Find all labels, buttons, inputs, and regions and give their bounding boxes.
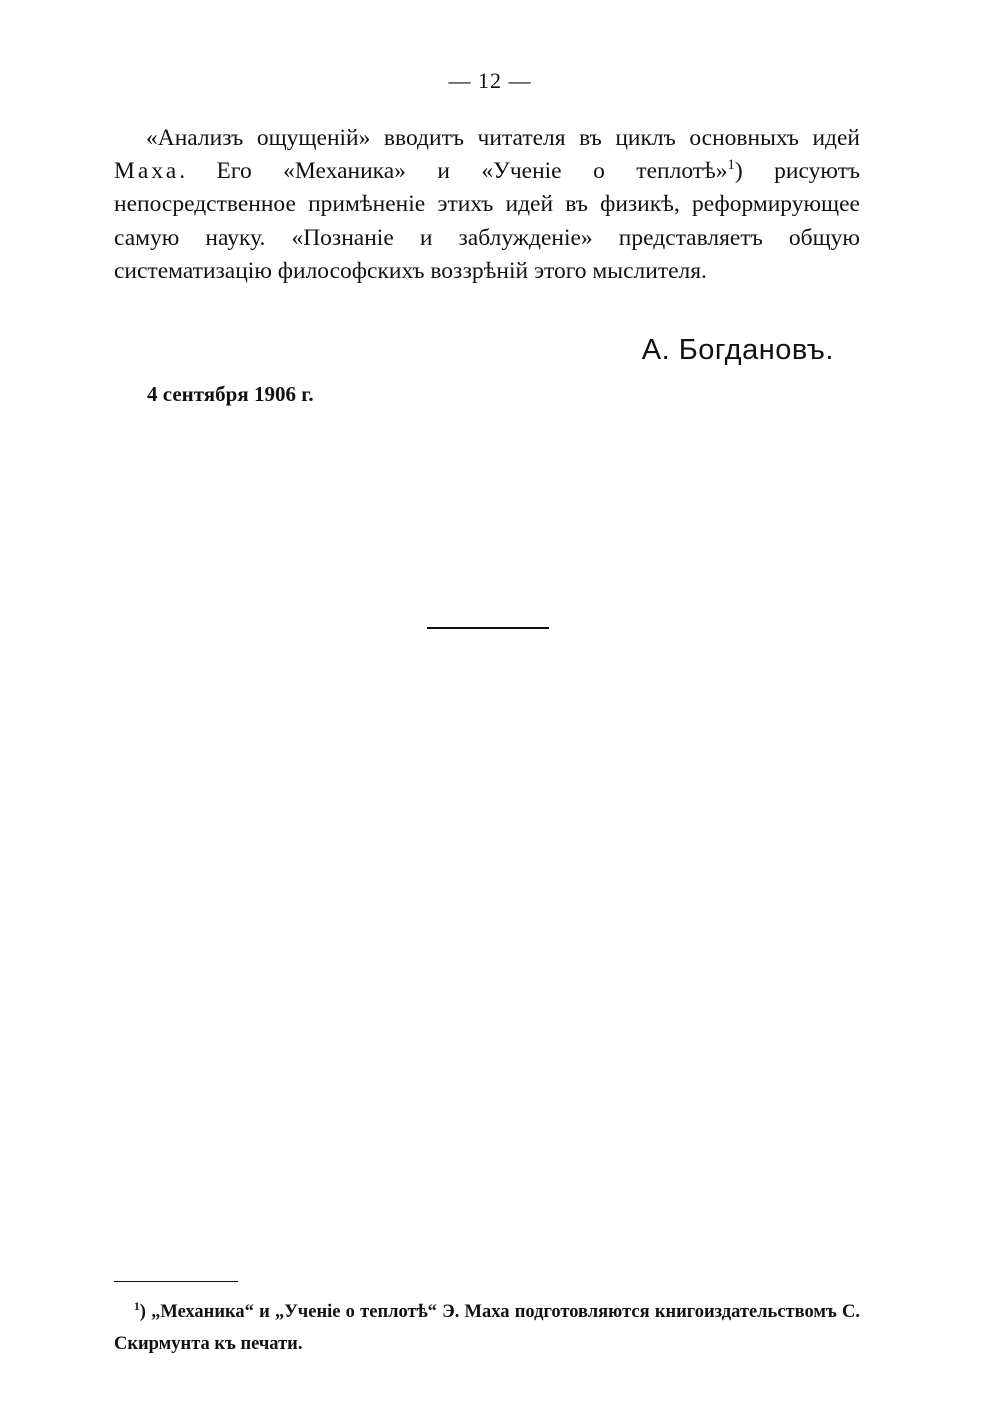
paragraph-part-2: . Его «Механика» и «Ученіе о теплотѣ» — [179, 158, 728, 185]
footnote-marker: 1 — [134, 1300, 140, 1313]
main-paragraph — [114, 122, 860, 288]
footnote — [114, 1296, 860, 1360]
body-text — [114, 122, 860, 288]
section-divider — [427, 627, 549, 629]
footnote-divider — [114, 1281, 238, 1282]
footnote-text: ) „Механика“ и „Ученіе о теплотѣ“ Э. Маха подготовляются книгоиздательствомъ С. Скирмунта къ печати. — [114, 1302, 860, 1354]
paragraph-part-1: «Анализъ ощущеній» вводитъ читателя въ циклъ основныхъ идей — [146, 125, 860, 151]
footnote-paragraph — [114, 1296, 860, 1360]
signature: А. Богдановъ. — [641, 334, 834, 366]
paragraph-part-3: ) рисуютъ непосредственное примѣненіе этихъ идей въ физикѣ, реформирующее самую науку. «Познаніе и заблужденіе» представляетъ общую систематизацію философскихъ воззрѣній этого мыслителя. — [114, 158, 860, 284]
author-name-spaced: Маха — [114, 158, 180, 185]
page-number: — 12 — — [448, 68, 532, 93]
date-line: 4 сентября 1906 г. — [147, 382, 314, 406]
footnote-reference: 1 — [727, 157, 735, 174]
